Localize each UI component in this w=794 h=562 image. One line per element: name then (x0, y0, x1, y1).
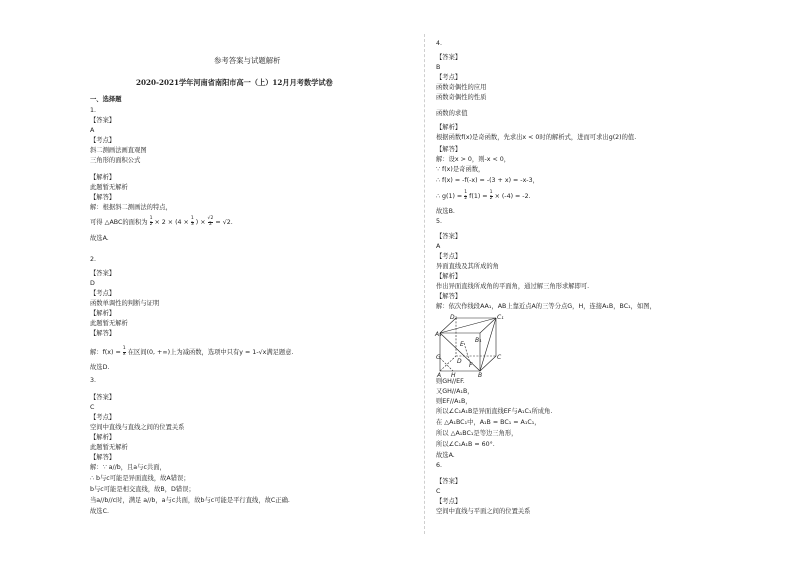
q4-number: 4. (436, 40, 443, 47)
fraction-numerator: 1 (489, 190, 493, 195)
q5-answer: A (436, 243, 441, 250)
fraction (123, 347, 126, 357)
fraction-numerator: √2 (207, 216, 214, 221)
label-h: H (451, 372, 456, 379)
q1-sol2-prefix: 可得 △ABC的面积为 (90, 219, 148, 227)
q5-solution-line9: 故选A. (436, 452, 455, 459)
fraction-denominator: 2 (464, 195, 468, 201)
q2-kp-tag: 【考点】 (90, 290, 116, 297)
q2-solution-tag: 【解答】 (90, 330, 116, 337)
q3-kp1: 空间中直线与直线之间的位置关系 (90, 424, 185, 431)
fraction (191, 217, 194, 227)
q5-solution-line3: 又GH//A₁B， (436, 388, 474, 395)
q5-solution-line4: 则EF//A₁B， (436, 398, 472, 405)
q4-sol4-end: × (-4) = -2. (494, 193, 531, 201)
fraction (150, 217, 153, 227)
q4-kp-tag: 【考点】 (436, 74, 462, 81)
q5-solution-line1: 解：依次作线段AA₁，AB上靠近点A的三等分点G，H，连接A₁B，BC₁，如图， (436, 303, 656, 310)
label-f: F (469, 362, 473, 369)
label-e: E (460, 341, 464, 348)
q2-solution-line2: 故选D. (90, 364, 110, 371)
q1-solution-line3: 故选A. (90, 235, 109, 242)
fraction-denominator: 2 (489, 195, 493, 201)
q5-solution-line8: 所以∠C₁A₁B = 60°. (436, 441, 495, 448)
q4-sol4-middle: f(1) = (469, 193, 488, 201)
label-d1: D₁ (450, 314, 458, 321)
q1-kp1: 斜二测画法画直观图 (90, 147, 147, 154)
q4-kp1: 函数奇偶性的应用 (436, 84, 487, 91)
fraction-denominator: x (122, 351, 126, 357)
hidden-edge (440, 358, 453, 371)
fraction-denominator: 3 (190, 221, 194, 227)
q4-solution-line3: ∴ f(x) = -f(-x) = -(3 + x) = -x-3， (436, 177, 539, 184)
label-c: C (497, 354, 502, 361)
q3-solution-line5: 故选C. (90, 508, 109, 515)
q3-solution-line1: 解：∵ a//b，且a与c共面， (90, 464, 166, 471)
q1-sol2-middle: × 2 × (4 × (154, 219, 189, 227)
q4-solution-tag: 【解答】 (436, 146, 462, 153)
label-b1: B₁ (475, 337, 482, 344)
q6-answer: C (436, 488, 441, 495)
q5-analysis-tag: 【解析】 (436, 273, 462, 280)
q4-answer-tag: 【答案】 (436, 54, 462, 61)
q3-solution-line2: ∴ b与c可能是异面直线，故A错误； (90, 475, 190, 482)
q1-analysis: 此题暂无解析 (90, 184, 128, 191)
q6-number: 6. (436, 462, 443, 469)
q4-answer: B (436, 64, 441, 71)
label-d: D (457, 358, 462, 365)
q4-solution-line2: ∵ f(x)是奇函数， (436, 166, 485, 173)
q6-answer-tag: 【答案】 (436, 478, 462, 485)
q5-kp1: 异面直线及其所成的角 (436, 263, 499, 270)
hidden-edge (440, 356, 456, 371)
q1-number: 1. (90, 107, 97, 114)
label-a: A (437, 372, 442, 379)
q3-analysis: 此题暂无解析 (90, 444, 128, 451)
q4-analysis: 根据函数f(x)是奇函数，先求出x < 0时的解析式，进而可求出g(2)的值. (436, 134, 637, 141)
q2-sol1-post: 在区间(0, +∞)上为减函数，选项中只有y = 1-√x满足题意. (127, 349, 294, 357)
q5-solution-line5: 所以∠C₁A₁B是异面直线EF与A₁C₁所成角. (436, 408, 553, 415)
q5-solution-line6: 在 △A₁BC₁中，A₁B = BC₁ = A₁C₁， (436, 419, 541, 426)
q3-kp-tag: 【考点】 (90, 414, 116, 421)
q3-solution-tag: 【解答】 (90, 454, 116, 461)
q3-solution-line3: b与c可能是相交直线，故B，D错误； (90, 486, 195, 493)
label-b: B (478, 372, 483, 379)
q5-solution-line7: 所以 △A₁BC₁是等边三角形， (436, 430, 518, 437)
q1-answer: A (90, 127, 95, 134)
q4-solution-line1: 解：设x > 0，则-x < 0， (436, 156, 511, 163)
q1-analysis-tag: 【解析】 (90, 174, 116, 181)
q4-solution-line4 (436, 191, 531, 202)
q1-answer-tag: 【答案】 (90, 117, 116, 124)
q2-answer-tag: 【答案】 (90, 270, 116, 277)
fraction (208, 217, 214, 227)
label-a1: A₁ (435, 331, 442, 338)
q5-answer-tag: 【答案】 (436, 233, 462, 240)
q6-kp-tag: 【考点】 (436, 498, 462, 505)
label-c1: C₁ (497, 314, 504, 321)
q3-solution-line4: 当a//b//c时，满足 a//b，a与c共面，故b与c可能是平行直线，故C正确. (90, 497, 290, 504)
q5-analysis: 作出异面直线所成角的平面角，通过解三角形求解即可. (436, 283, 590, 290)
q2-answer: D (90, 280, 95, 287)
section-heading: 一、选择题 (90, 96, 122, 103)
q1-solution-line1: 解：根据斜二测画法的特点， (90, 204, 172, 211)
q4-kp3: 函数的求值 (436, 110, 468, 117)
q5-number: 5. (436, 218, 443, 225)
fraction (464, 191, 467, 201)
label-g: G (436, 354, 441, 361)
q6-kp1: 空间中直线与平面之间的位置关系 (436, 508, 531, 515)
segment-bc1 (480, 318, 496, 371)
fraction-numerator: 1 (464, 190, 468, 195)
q1-sol2-end: = √2. (215, 219, 233, 227)
column-divider (424, 34, 425, 534)
fraction-denominator: 2 (149, 221, 153, 227)
q4-kp2: 函数奇偶性的性质 (436, 94, 487, 101)
q3-number: 3. (90, 377, 97, 384)
q1-solution-line2 (90, 217, 233, 228)
q2-analysis: 此题暂无解析 (90, 320, 128, 327)
q2-kp1: 函数单调性的判断与证明 (90, 300, 160, 307)
q1-kp2: 三角形的面积公式 (90, 157, 141, 164)
fraction-numerator: 1 (122, 346, 126, 351)
fraction-denominator: 2 (209, 221, 212, 227)
q2-sol1-prefix: 解：f(x) = (90, 349, 121, 357)
hidden-edge (464, 343, 470, 363)
q3-answer: C (90, 404, 95, 411)
q3-answer-tag: 【答案】 (90, 394, 116, 401)
q4-analysis-tag: 【解析】 (436, 124, 462, 131)
q2-analysis-tag: 【解析】 (90, 310, 116, 317)
q4-sol4-prefix: ∴ g(1) = (436, 193, 463, 201)
cube-figure (436, 313, 506, 377)
fraction-numerator: 1 (190, 216, 194, 221)
q3-analysis-tag: 【解析】 (90, 434, 116, 441)
q2-solution-line1 (90, 347, 294, 358)
doc-title: 参考答案与试题解析 (214, 56, 281, 65)
q5-solution-tag: 【解答】 (436, 293, 462, 300)
q5-solution-line2: 则GH//EF. (436, 378, 465, 385)
q2-number: 2. (90, 256, 97, 263)
q1-solution-tag: 【解答】 (90, 194, 116, 201)
q1-kp-tag: 【考点】 (90, 137, 116, 144)
q4-solution-line5: 故选B. (436, 208, 455, 215)
q5-kp-tag: 【考点】 (436, 253, 462, 260)
fraction (490, 191, 493, 201)
doc-subtitle: 2020-2021学年河南省南阳市高一（上）12月月考数学试卷 (136, 78, 333, 87)
q1-sol2-middle2: ) × (195, 219, 206, 227)
fraction-numerator: 1 (149, 216, 153, 221)
